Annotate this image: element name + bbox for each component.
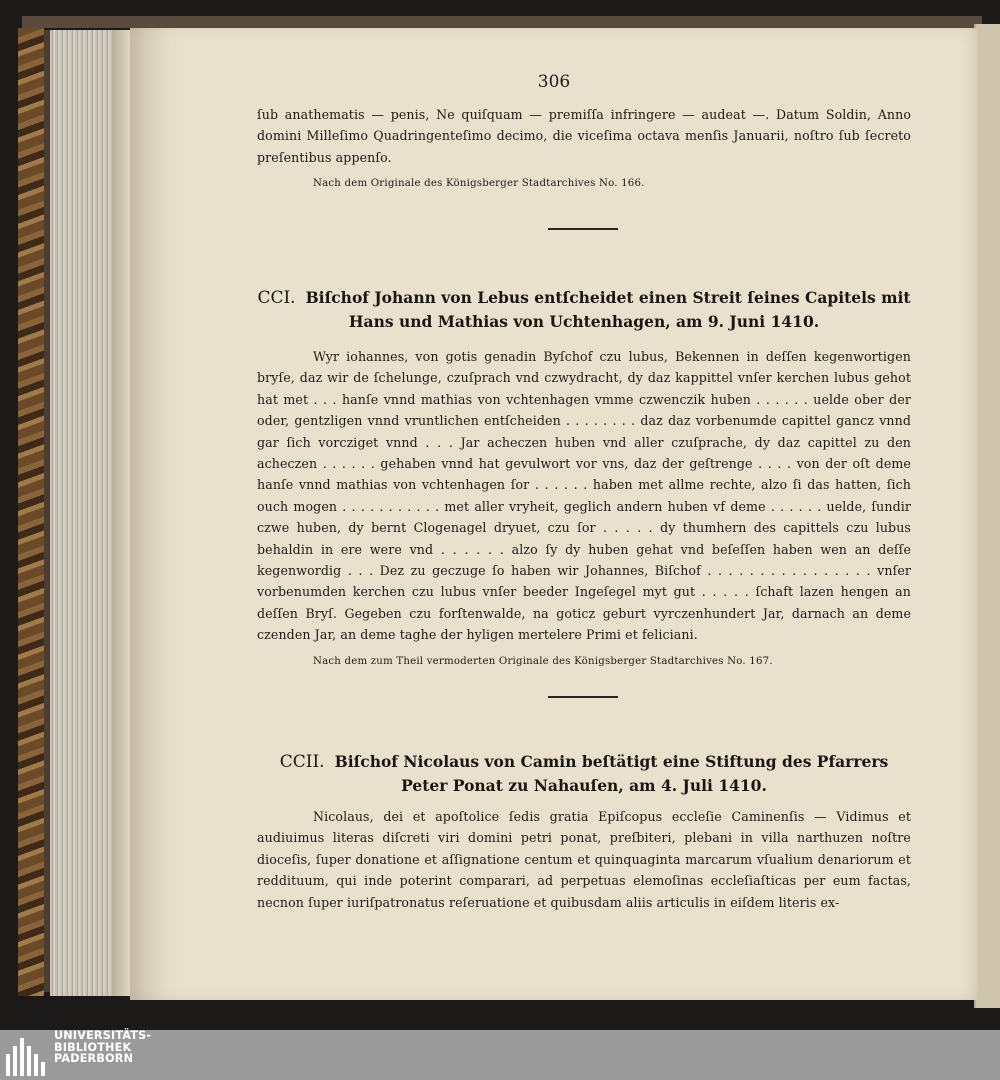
page-number: 306 [537,72,571,92]
continuation-block [257,104,911,192]
document-ccii [257,806,911,913]
source-note-167: Nach dem zum Theil vermoderten Originale des Königsberger Stadtarchives No. 167. [313,655,773,667]
section-title-cci: Biſchof Johann von Lebus entſcheidet einen Streit ſeines Capitels mit Hans und Mathias von Uchtenhagen, am 9. Juni 1410. [305,288,911,331]
section-divider [548,696,618,698]
section-number-cci: CCI. [257,288,296,308]
book-cover-edge [22,16,982,28]
page-edges [50,30,120,996]
section-number-ccii: CCII. [279,752,325,772]
library-name-line3: PADERBORN [54,1052,134,1065]
document-text-ccii: Nicolaus, dei et apoſtolice ſedis gratia Epiſcopus eccleſie Caminenſis — Vidimus et audiuimus literas diſcreti viri domini petri ponat, preſbiteri, plebani in villa narthuzen noſtre dioceſis, ſuper donatione et aſſignatione centum et quinquaginta marcarum vſualium denariorum et reddituum, qui inde poterint comparari, ad perpetuas elemoſinas eccleſiaſticas per eum factas, necnon ſuper iuriſpatronatus reſeruatione et quibusdam aliis articulis in eiſdem literis ex- [257,809,911,910]
source-note-166: Nach dem Originale des Königsberger Stadtarchives No. 166. [313,178,645,190]
library-name-line2: BIBLIOTHEK [54,1040,132,1054]
document-text-cci: Wyr iohannes, von gotis genadin Byſchof czu lubus, Bekennen in deſſen kegenwortigen bryſe, daz wir de ſchelunge, czuſprach vnd czwydracht, dy daz kappittel vnſer kerchen lubus gehot hat met . . . hanſe vnnd mathias von vchtenhagen vmme czwenczik huben . . . . . . uelde ober der oder, gentzligen vnnd vruntlichen entſcheiden . . . . . . . . daz daz vorbenumde capittel gancz vnnd gar ſich vorcziget vnnd . . . Jar acheczen huben vnd aller czuſprache, dy daz capittel zu den acheczen . . . . . . gehaben vnnd hat gevulwort vor vns, daz der geſtrenge . . . . von der oſt deme hanſe vnnd mathias von vchtenhagen ſor . . . . . . haben met allme rechte, alzo ſi das hatten, ſich ouch mogen . . . . . . . . . . . met aller vryheit, geglich andern huben vf deme . . . . . . uelde, ſundir czwe huben, dy bernt Clogenagel dryuet, czu ſor . . . . . dy thumhern des capittels czu lubus behaldin in ere were vnd . . . . . . alzo ſy dy huben gehat vnd beſeſſen haben wen an deſſe kegenwordig . . . Dez zu geczuge ſo haben wir Johannes, Biſchof . . . . . . . . . . . . . . . . vnſer vorbenumden kerchen czu lubus vnſer beeder Ingeſegel myt gut . . . . . ſchaft lazen hengen an deſſen Bryſ. Gegeben czu forſtenwalde, na goticz geburt vyrczenhundert Jar, darnach an deme czenden Jar, an deme taghe der hyligen mertelere Primi et feliciani. [257,349,911,643]
section-heading-cci [257,286,911,333]
library-name-line1: UNIVERSITÄTS- [54,1029,152,1042]
section-divider [548,228,618,230]
gutter-shadow [112,30,132,996]
marbled-board [18,28,44,996]
section-title-ccii: Biſchof Nicolaus von Camin beſtätigt eine Stiftung des Pfarrers Peter Ponat zu Nahauſen, am 4. Juli 1410. [334,752,889,795]
library-logo-icon [6,1036,50,1076]
continuation-text: ſub anathematis — penis, Ne quiſquam — premiſſa infringere — audeat —. Datum Soldin, Anno domini Milleſimo Quadringenteſimo decimo, die viceſima octava menſis Januarii, noſtro ſub ſecreto preſentibus appenſo. [257,107,911,165]
section-heading-ccii [257,750,911,797]
library-name [54,1030,151,1065]
book-page [130,28,978,1000]
document-cci [257,346,911,670]
